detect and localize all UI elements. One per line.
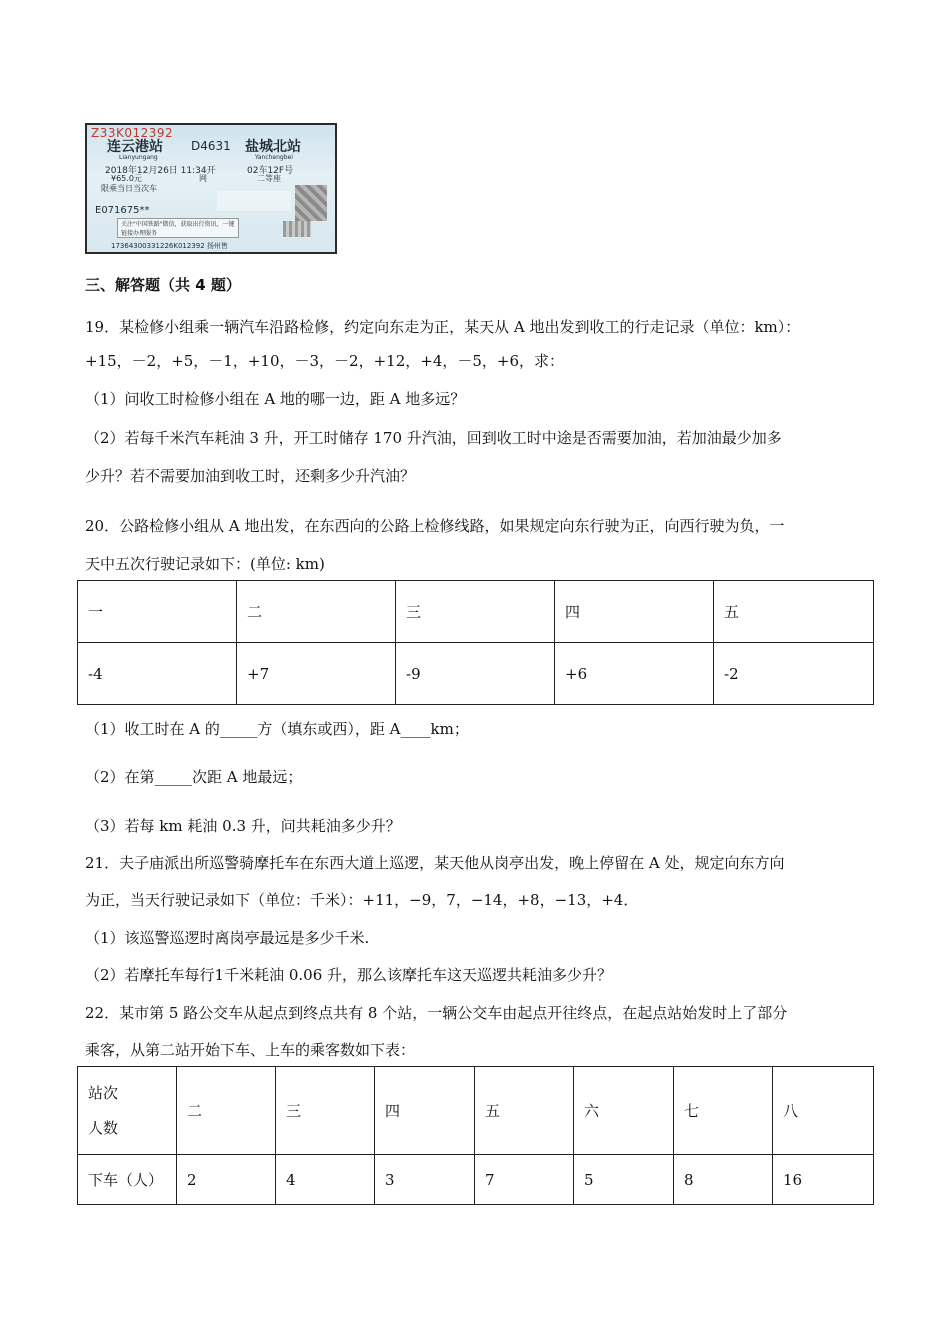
q19-part2-line2: 少升？若不需要加油到收工时，还剩多少升汽油？ xyxy=(85,467,416,485)
ticket-code: E071675** xyxy=(95,205,150,216)
q21-line1: 21．夫子庙派出所巡警骑摩托车在东西大道上巡逻，某天他从岗亭出发，晚上停留在 A 处，规定向东方向 xyxy=(85,854,785,872)
ticket-watermark xyxy=(217,191,291,211)
table-header-cell: 四 xyxy=(555,581,714,643)
q22-table xyxy=(77,1066,874,1205)
ticket-to-pinyin: Yanchengbei xyxy=(255,154,293,161)
table-cell: 8 xyxy=(674,1155,773,1205)
ticket-from-station: 连云港站 xyxy=(107,139,163,155)
q20-part3: （3）若每 km 耗油 0.3 升，问共耗油多少升？ xyxy=(85,817,401,835)
table-header-cell: 五 xyxy=(714,581,874,643)
ticket-seat-class: 二等座 xyxy=(257,174,281,183)
table-cell: 3 xyxy=(375,1155,475,1205)
table-cell: 5 xyxy=(574,1155,674,1205)
table-cell: 4 xyxy=(276,1155,375,1205)
table-header-cell: 八 xyxy=(773,1067,874,1155)
ticket-note: 关注"中国铁路"微信，获取出行资讯、一键链接办理服务 xyxy=(117,218,239,238)
table-header-cell: 四 xyxy=(375,1067,475,1155)
q20-part1: （1）收工时在 A 的_____方（填东或西），距 A____km； xyxy=(85,720,469,738)
table-row xyxy=(78,1067,874,1155)
q20-part2: （2）在第_____次距 A 地最远； xyxy=(85,768,303,786)
table-cell: 2 xyxy=(177,1155,276,1205)
q19-line1: 19．某检修小组乘一辆汽车沿路检修，约定向东走为正，某天从 A 地出发到收工的行走记录（单位：km）： xyxy=(85,318,801,336)
q21-part1: （1）该巡警巡逻时离岗亭最远是多少千米. xyxy=(85,929,370,947)
ticket-price: ¥65.0元 xyxy=(111,174,142,183)
table-cell: -4 xyxy=(78,643,237,705)
section-title: 三、解答题（共 4 题） xyxy=(85,276,241,294)
ticket-datetime: 2018年12月26日 11:34开 xyxy=(105,166,216,176)
table-header-cell: 五 xyxy=(475,1067,574,1155)
ticket-type: 网 xyxy=(199,174,207,183)
ticket-to-station: 盐城北站 xyxy=(245,139,301,155)
table-header-cell: 三 xyxy=(396,581,555,643)
ticket-limit: 限乘当日当次车 xyxy=(101,184,157,193)
table-cell: +6 xyxy=(555,643,714,705)
table-corner-cell xyxy=(78,1067,177,1155)
q19-part1: （1）问收工时检修小组在 A 地的哪一边，距 A 地多远？ xyxy=(85,390,466,408)
blurred-qr-icon xyxy=(283,221,311,237)
table-header-cell: 一 xyxy=(78,581,237,643)
q20-table xyxy=(77,580,874,705)
train-ticket-image xyxy=(85,123,337,254)
table-header-cell: 三 xyxy=(276,1067,375,1155)
q22-line2: 乘客，从第二站开始下车、上车的乘客数如下表： xyxy=(85,1041,416,1059)
ticket-train-no: D4631 xyxy=(191,139,231,153)
q19-part2-line1: （2）若每千米汽车耗油 3 升，开工时储存 170 升汽油，回到收工时中途是否需要加油，若加油最少加多 xyxy=(85,429,782,447)
table-header-cell: 六 xyxy=(574,1067,674,1155)
table-header-cell: 七 xyxy=(674,1067,773,1155)
q20-line2: 天中五次行驶记录如下：(单位: km) xyxy=(85,555,325,573)
table-header-cell: 二 xyxy=(177,1067,276,1155)
table-cell: +7 xyxy=(237,643,396,705)
ticket-from-pinyin: Lianyungang xyxy=(119,154,158,161)
blurred-qr-icon xyxy=(295,185,327,221)
q22-line1: 22．某市第 5 路公交车从起点到终点共有 8 个站，一辆公交车由起点开往终点，在起点站始发时上了部分 xyxy=(85,1004,788,1022)
table-cell: 7 xyxy=(475,1155,574,1205)
q21-line2: 为正，当天行驶记录如下（单位：千米）：+11，−9，7，−14，+8，−13，+4． xyxy=(85,891,639,909)
table-row xyxy=(78,1155,874,1205)
ticket-seat-number: 02车12F号 xyxy=(247,166,294,176)
table-row xyxy=(78,581,874,643)
ticket-footer: 17364300331226K012392 扬州售 xyxy=(111,242,228,250)
corner-top-label: 站次 xyxy=(88,1083,119,1102)
q20-line1: 20．公路检修小组从 A 地出发，在东西向的公路上检修线路，如果规定向东行驶为正，向西行驶为负，一 xyxy=(85,517,785,535)
q19-line2: +15，－2，+5，－1，+10，－3，－2，+12，+4，－5，+6，求： xyxy=(85,352,565,370)
table-header-cell: 二 xyxy=(237,581,396,643)
corner-bottom-label: 人数 xyxy=(88,1118,119,1137)
ticket-serial: Z33K012392 xyxy=(91,126,174,140)
table-cell: 16 xyxy=(773,1155,874,1205)
table-row-label: 下车（人） xyxy=(78,1155,177,1205)
table-row xyxy=(78,643,874,705)
table-cell: -9 xyxy=(396,643,555,705)
q21-part2: （2）若摩托车每行1千米耗油 0.06 升，那么该摩托车这天巡逻共耗油多少升？ xyxy=(85,966,613,984)
table-cell: -2 xyxy=(714,643,874,705)
